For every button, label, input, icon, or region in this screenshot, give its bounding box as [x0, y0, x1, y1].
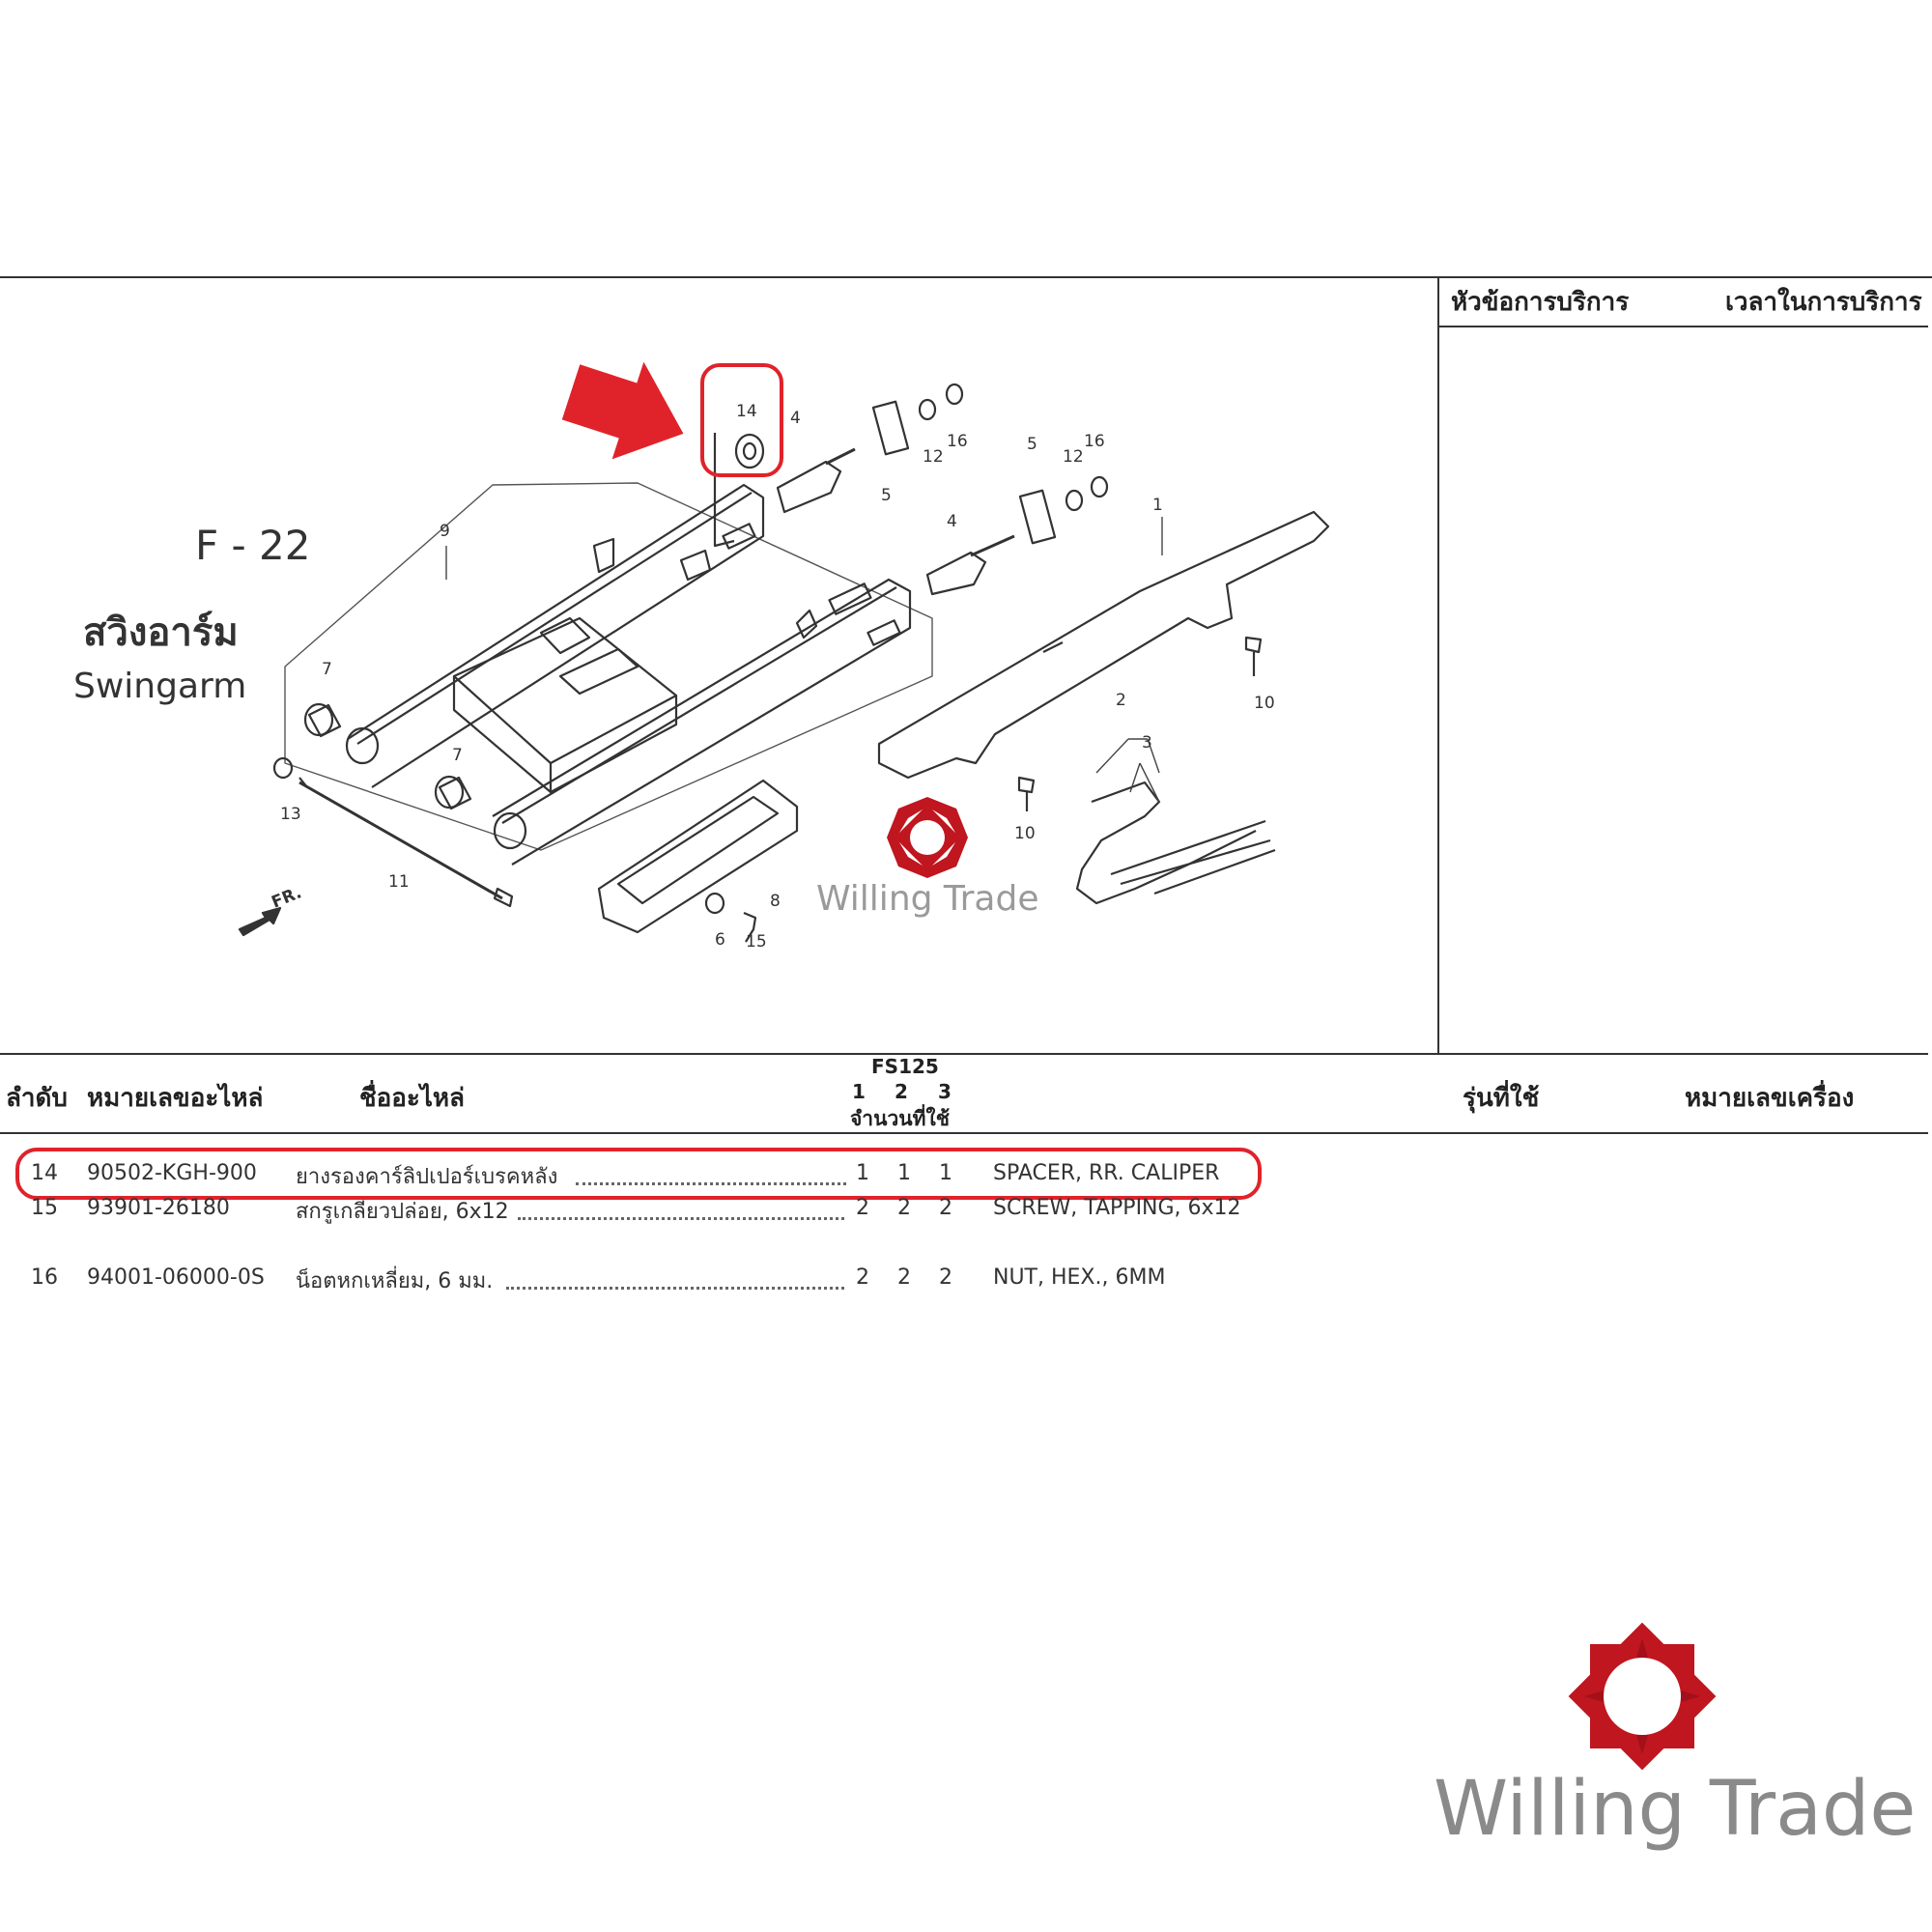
- row-part-number: 90502-KGH-900: [87, 1161, 257, 1185]
- swingarm-exploded-diagram: [0, 280, 1439, 1053]
- row-qty-3: 1: [939, 1161, 952, 1185]
- row-name-english: SPACER, RR. CALIPER: [993, 1161, 1220, 1185]
- callout-number-3: 3: [1142, 733, 1152, 753]
- willing-trade-logo: [1565, 1619, 1719, 1774]
- callout-number-4: 4: [790, 409, 801, 428]
- willing-trade-logo-text: Willing Trade: [1434, 1766, 1917, 1853]
- service-time-header: เวลาในการบริการ: [1725, 288, 1922, 317]
- row-name-thai: สกรูเกลียวปล่อย, 6x12: [296, 1200, 509, 1224]
- callout-number-2: 2: [1116, 691, 1126, 710]
- row-qty-1: 2: [856, 1265, 869, 1290]
- callout-number-7: 7: [452, 746, 463, 765]
- callout-number-10: 10: [1014, 824, 1036, 843]
- callout-number-16: 16: [947, 432, 968, 451]
- callout-number-5: 5: [881, 486, 892, 505]
- diagram-watermark-text: Willing Trade: [816, 879, 1039, 919]
- col-part-name-header: ชื่ออะไหล่: [359, 1084, 465, 1113]
- row-name-english: NUT, HEX., 6MM: [993, 1265, 1166, 1290]
- row-no: 16: [31, 1265, 58, 1290]
- row-part-number: 93901-26180: [87, 1196, 230, 1220]
- row-qty-2: 2: [897, 1196, 911, 1220]
- callout-number-7: 7: [322, 660, 332, 679]
- figure-title-thai: สวิงอาร์ม: [83, 611, 239, 655]
- callout-number-12: 12: [923, 447, 944, 467]
- diagram-bottom-border: [0, 1053, 1928, 1055]
- row-qty-2: 1: [897, 1161, 911, 1185]
- col-variant-2: 2: [895, 1080, 908, 1103]
- col-no-header: ลำดับ: [6, 1084, 68, 1113]
- service-header-underline: [1437, 326, 1928, 327]
- col-model-header: FS125: [871, 1055, 939, 1078]
- table-header-underline: [0, 1132, 1928, 1134]
- callout-number-5: 5: [1027, 435, 1037, 454]
- row-qty-1: 1: [856, 1161, 869, 1185]
- col-variant-1: 1: [852, 1080, 866, 1103]
- figure-code: F - 22: [195, 522, 311, 569]
- callout-number-10: 10: [1254, 694, 1275, 713]
- row-name-english: SCREW, TAPPING, 6x12: [993, 1196, 1241, 1220]
- callout-number-11: 11: [388, 872, 410, 892]
- row-qty-1: 2: [856, 1196, 869, 1220]
- row-name-thai: น็อตหกเหลี่ยม, 6 มม.: [296, 1269, 494, 1293]
- col-qty-header: จำนวนที่ใช้: [850, 1107, 950, 1130]
- col-engine-number-header: หมายเลขเครื่อง: [1685, 1084, 1855, 1113]
- row-name-thai: ยางรองคาร์ลิปเปอร์เบรคหลัง: [296, 1165, 558, 1189]
- top-border: [0, 276, 1932, 278]
- row-qty-2: 2: [897, 1265, 911, 1290]
- fr-direction-label: FR.: [269, 883, 305, 913]
- service-topic-header: หัวข้อการบริการ: [1451, 288, 1630, 317]
- col-applicable-model-header: รุ่นที่ใช้: [1463, 1084, 1540, 1113]
- callout-number-13: 13: [280, 805, 301, 824]
- callout-number-6: 6: [715, 930, 725, 950]
- row-no: 15: [31, 1196, 58, 1220]
- row-no: 14: [31, 1161, 58, 1185]
- callout-number-4: 4: [947, 512, 957, 531]
- callout-number-14: 14: [736, 402, 757, 421]
- row-leader-dots: [518, 1217, 844, 1220]
- row-leader-dots: [506, 1287, 844, 1290]
- callout-number-9: 9: [440, 522, 450, 541]
- row-qty-3: 2: [939, 1265, 952, 1290]
- diagram-watermark-logo: [887, 797, 968, 878]
- callout-number-16: 16: [1084, 432, 1105, 451]
- callout-number-15: 15: [746, 932, 767, 952]
- row-part-number: 94001-06000-0S: [87, 1265, 265, 1290]
- col-part-number-header: หมายเลขอะไหล่: [87, 1084, 264, 1113]
- callout-number-12: 12: [1063, 447, 1084, 467]
- callout-number-8: 8: [770, 892, 781, 911]
- col-variant-3: 3: [938, 1080, 952, 1103]
- row-qty-3: 2: [939, 1196, 952, 1220]
- figure-title-english: Swingarm: [73, 667, 247, 706]
- callout-number-1: 1: [1152, 496, 1163, 515]
- row-highlight-box: [15, 1148, 1262, 1200]
